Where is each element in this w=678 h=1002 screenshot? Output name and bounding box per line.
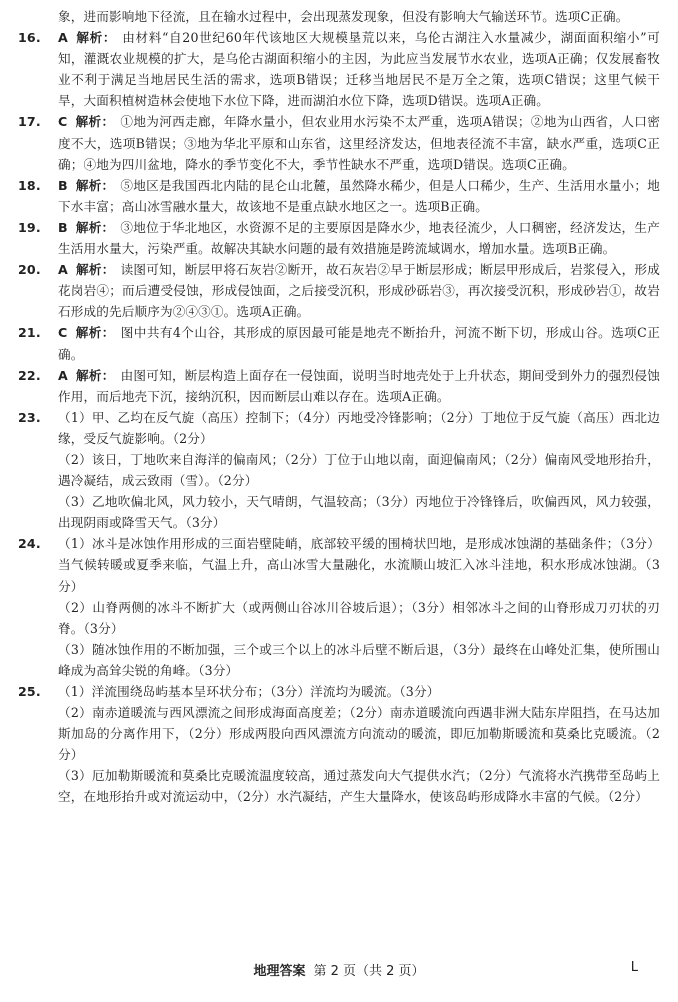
answer-21 xyxy=(18,322,660,364)
answer-18 xyxy=(18,175,660,217)
answer-part: （1）洋流围绕岛屿基本呈环状分布；（3分）洋流均为暖流。（3分） xyxy=(58,684,440,699)
answer-20 xyxy=(18,259,660,322)
answer-23 xyxy=(18,407,660,534)
analysis-text: 由图可知，断层构造上面存在一侵蚀面，说明当时地壳处于上升状态，期间受到外力的强烈侵蚀作用，而后地壳下沉，接纳沉积，因而断层山难以存在。选项A正确。 xyxy=(58,367,660,404)
analysis-text: ③地位于华北地区，水资源不足的主要原因是降水少，地表径流少，人口稠密，经济发达，生产生活用水量大，污染严重。故解决其缺水问题的最有效措施是跨流域调水，增加水量。选项B正确。 xyxy=(58,219,660,257)
analysis-label: 解析： xyxy=(75,219,115,235)
answer-25 xyxy=(18,681,660,808)
answer-17 xyxy=(18,111,660,174)
footer-title: 地理答案 xyxy=(253,964,306,979)
question-number: 23. xyxy=(18,409,41,425)
analysis-text: ①地为河西走廊，年降水量小，但农业用水污染不太严重，选项A错误；②地为山西省，人口密度不大，选项B错误；③地为华北平原和山东省，这里经济发达，但地表径流不丰富，缺水严重，选项C正确；④地为四川盆地，降水的季节变化不大，季节性缺水不严重，选项D错误。选项C正确。 xyxy=(58,114,660,172)
analysis-text: ⑤地区是我国西北内陆的昆仑山北麓，虽然降水稀少，但是人口稀少，生产、生活用水量小；地下水丰富；高山冰雪融水量大，故该地不是重点缺水地区之一。选项B正确。 xyxy=(58,177,660,214)
answer-letter: B xyxy=(58,177,68,193)
answer-part: （3）乙地吹偏北风，风力较小，天气晴朗，气温较高；（3分）丙地位于冷锋锋后，吹偏西风，风力较强，出现阴雨或降雪天气。（3分） xyxy=(58,494,660,531)
question-number: 22. xyxy=(18,367,41,383)
analysis-label: 解析： xyxy=(75,114,115,130)
analysis-label: 解析： xyxy=(75,30,117,46)
analysis-label: 解析： xyxy=(75,367,115,383)
answer-part: （3）厄加勒斯暖流和莫桑比克暖流温度较高，通过蒸发向大气提供水汽；（2分）气流将水汽携带至岛屿上空，在地形抬升或对流运动中，（2分）水汽凝结，产生大量降水，使该岛屿形成降水丰富的气候。（2分） xyxy=(58,768,660,805)
answer-part: （1）冰斗是冰蚀作用形成的三面岩壁陡峭，底部较平缓的围椅状凹地，是形成冰蚀湖的基础条件；（3分）当气候转暖或夏季来临，气温上升，高山冰雪大量融化，水流顺山坡汇入冰斗洼地，积水形成冰蚀湖。（3分） xyxy=(58,536,660,594)
question-number: 17. xyxy=(18,114,41,130)
question-number: 19. xyxy=(18,219,41,235)
answer-letter: A xyxy=(58,367,68,383)
analysis-text: 读图可知，断层甲将石灰岩②断开，故石灰岩②早于断层形成；断层甲形成后，岩浆侵入，形成花岗岩④；而后遭受侵蚀，形成侵蚀面，之后接受沉积，形成砂砾岩③，再次接受沉积，形成砂岩①，故岩石形成的先后顺序为②④③①。选项A正确。 xyxy=(58,262,660,320)
footer-page-number: 第 2 页（共 2 页） xyxy=(313,964,425,979)
answer-19 xyxy=(18,217,660,259)
analysis-label: 解析： xyxy=(75,177,115,193)
answer-part: （1）甲、乙均在反气旋（高压）控制下；（4分）丙地受冷锋影响；（2分）丁地位于反气旋（高压）西北边缘，受反气旋影响。（2分） xyxy=(58,409,660,446)
question-number: 25. xyxy=(18,684,41,699)
answer-part: （2）山脊两侧的冰斗不断扩大（或两侧山谷冰川谷坡后退）；（3分）相邻冰斗之间的山脊形成刀刃状的刃脊。（3分） xyxy=(58,599,660,636)
question-number: 18. xyxy=(18,177,41,193)
page-footer xyxy=(0,960,678,979)
answer-letter: C xyxy=(58,114,68,130)
analysis-label: 解析： xyxy=(75,262,115,278)
answer-letter: A xyxy=(58,262,68,278)
answer-letter: B xyxy=(58,219,68,235)
footer-corner-mark: L xyxy=(630,960,638,975)
lead-continuation: 象，进而影响地下径流，且在输水过程中，会出现蒸发现象，但没有影响大气输送环节。选项C正确。 xyxy=(58,9,629,24)
question-number: 24. xyxy=(18,536,41,552)
answer-16 xyxy=(18,27,660,111)
analysis-text: 图中共有4个山谷，其形成的原因最可能是地壳不断抬升，河流不断下切，形成山谷。选项C正确。 xyxy=(58,325,660,362)
answer-letter: A xyxy=(58,30,68,46)
analysis-label: 解析： xyxy=(75,325,115,341)
answer-24 xyxy=(18,533,660,681)
answer-content xyxy=(18,6,660,808)
answer-part: （3）随冰蚀作用的不断加强，三个或三个以上的冰斗后壁不断后退，（3分）最终在山峰处汇集，使所围山峰成为高耸尖锐的角峰。（3分） xyxy=(58,641,660,678)
question-number: 21. xyxy=(18,325,41,341)
answer-part: （2）该日，丁地吹来自海洋的偏南风；（2分）丁位于山地以南，面迎偏南风；（2分）偏南风受地形抬升，遇冷凝结，成云致雨（雪）。（2分） xyxy=(58,451,660,489)
answer-part: （2）南赤道暖流与西风漂流之间形成海面高度差；（2分）南赤道暖流向西遇非洲大陆东岸阻挡，在马达加斯加岛的分离作用下，（2分）形成两股向西风漂流方向流动的暖流，即厄加勒斯暖流和莫桑比克暖流。（2分） xyxy=(58,705,660,763)
answer-22 xyxy=(18,365,660,407)
analysis-text: 由材料“自20世纪60年代该地区大规模垦荒以来，乌伦古湖注入水量减少，湖面面积缩小”可知，灌溉农业规模的扩大，是乌伦古湖面积缩小的主因，为此应当发展节水农业，选项A正确；仅发展畜牧业不利于满足当地居民生活的需求，选项B错误；迁移当地居民不是万全之策，选项C错误；这里气候干旱，大面积植树造林会使地下水位下降，进而湖泊水位下降，选项D错误。选项A正确。 xyxy=(58,30,660,109)
question-number: 16. xyxy=(18,30,41,46)
answer-letter: C xyxy=(58,325,68,341)
question-number: 20. xyxy=(18,262,41,278)
